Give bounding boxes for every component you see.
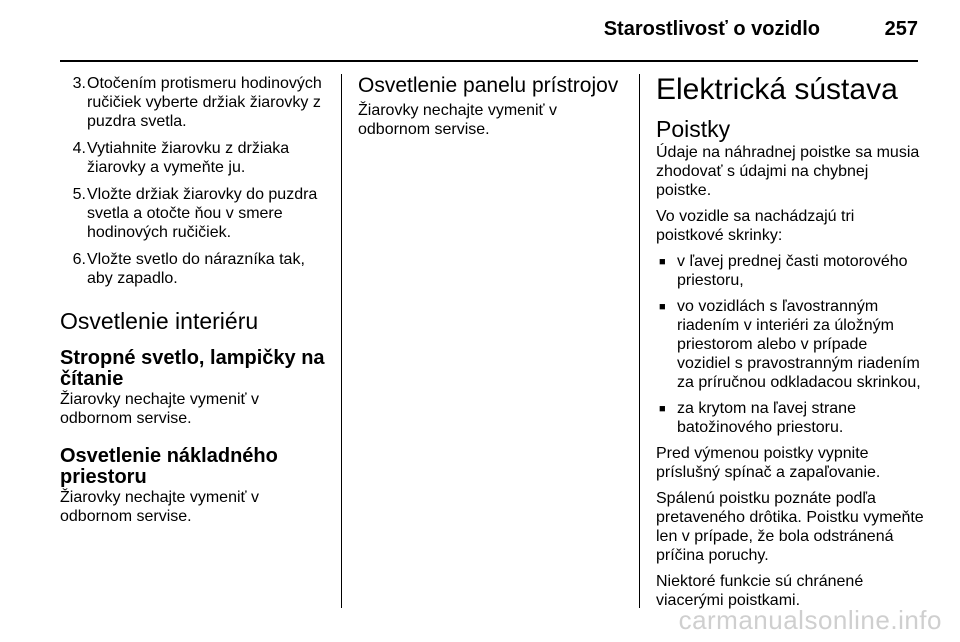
column-right (656, 74, 924, 617)
fuses-paragraph: Údaje na náhradnej poistke sa musia zhodovať s údajmi na chybnej poistke. (656, 144, 920, 199)
column-middle (358, 74, 626, 146)
column-left (60, 74, 328, 544)
step-text: Vložte držiak žiarovky do puzdra svetla a otočte ňou v smere hodinových ručičiek. (87, 186, 318, 241)
column-divider-2 (639, 74, 640, 608)
reading-lights-section (60, 348, 328, 428)
step-item (60, 185, 328, 242)
cargo-light-text: Žiarovky nechajte vymeniť v odbornom servise. (60, 489, 259, 525)
step-number: 6. (72, 251, 86, 268)
step-number: 3. (72, 75, 86, 92)
fuse-box-list (656, 252, 924, 437)
column-divider-1 (341, 74, 342, 608)
list-item-text: v ľavej prednej časti motorového priestoru, (677, 253, 908, 289)
reading-lights-text: Žiarovky nechajte vymeniť v odbornom servise. (60, 391, 259, 427)
fuses-heading: Poistky (656, 116, 731, 142)
watermark: carmanualsonline.info (678, 605, 942, 635)
instrument-panel-heading: Osvetlenie panelu prístrojov (358, 74, 619, 97)
step-list (60, 74, 328, 288)
step-item (60, 139, 328, 177)
list-item-text: vo vozidlách s ľavostranným riadením v interiéri za úložným priestorom alebo v prípade vozidiel s pravostranným riadením za príručnou odkladacou skrinkou, (677, 298, 921, 391)
step-text: Vložte svetlo do nárazníka tak, aby zapadlo. (87, 251, 305, 287)
step-text: Vytiahnite žiarovku z držiaka žiarovky a vymeňte ju. (87, 140, 290, 176)
reading-lights-heading: Stropné svetlo, lampičky na čítanie (60, 347, 325, 390)
header-rule (60, 60, 918, 62)
cargo-light-heading: Osvetlenie nákladného priestoru (60, 445, 278, 488)
fuses-paragraph: Spálenú poistku poznáte podľa pretaveného drôtika. Poistku vymeňte len v prípade, že bola odstránená príčina poruchy. (656, 490, 924, 564)
step-item (60, 250, 328, 288)
cargo-light-section (60, 446, 328, 526)
interior-lighting-heading: Osvetlenie interiéru (60, 308, 259, 334)
step-item (60, 74, 328, 131)
list-item (656, 399, 924, 437)
instrument-panel-text: Žiarovky nechajte vymeniť v odbornom servise. (358, 102, 557, 138)
list-item (656, 252, 924, 290)
square-bullet-icon: ■ (659, 256, 666, 268)
fuses-paragraph: Vo vozidle sa nachádzajú tri poistkové skrinky: (656, 208, 855, 244)
square-bullet-icon: ■ (659, 403, 666, 415)
fuses-paragraph: Niektoré funkcie sú chránené viacerými poistkami. (656, 573, 864, 609)
square-bullet-icon: ■ (659, 301, 666, 313)
header-title: Starostlivosť o vozidlo (603, 18, 820, 40)
step-number: 4. (72, 140, 86, 157)
electrical-system-heading: Elektrická sústava (656, 73, 898, 106)
step-text: Otočením protismeru hodinových ručičiek vyberte držiak žiarovky z puzdra svetla. (87, 75, 322, 130)
step-number: 5. (72, 186, 86, 203)
fuses-paragraph: Pred výmenou poistky vypnite príslušný spínač a zapaľovanie. (656, 445, 881, 481)
page-number: 257 (884, 18, 918, 40)
list-item-text: za krytom na ľavej strane batožinového priestoru. (677, 400, 856, 436)
list-item (656, 297, 924, 392)
